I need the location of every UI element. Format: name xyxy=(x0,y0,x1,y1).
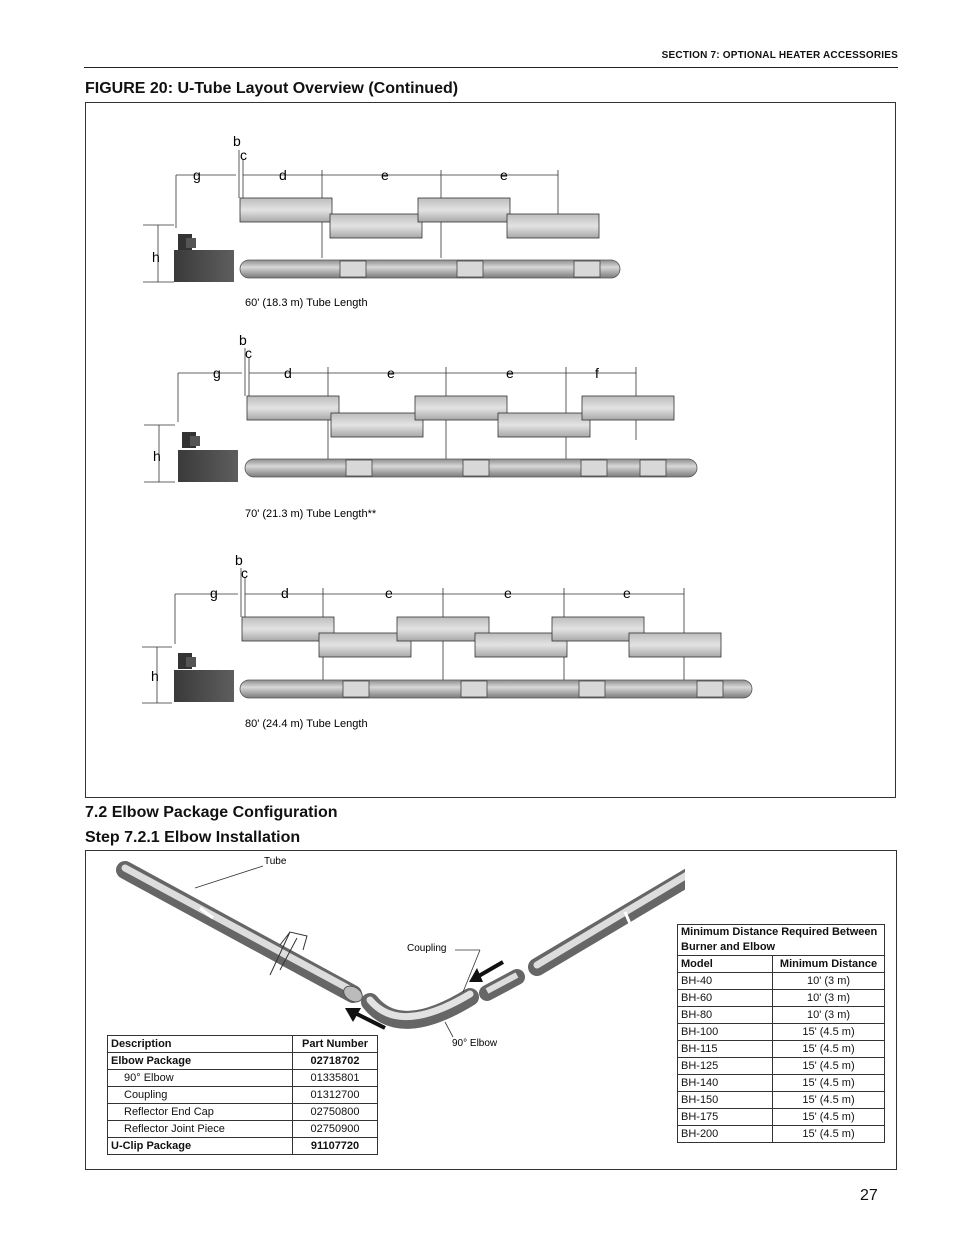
dim-label-c: c xyxy=(245,345,252,361)
table-row xyxy=(678,1041,885,1058)
dim-label-h: h xyxy=(153,448,161,464)
table-cell: BH-115 xyxy=(678,1041,773,1058)
dim-label-b: b xyxy=(239,332,247,348)
table-cell: BH-150 xyxy=(678,1092,773,1109)
dim-label-g: g xyxy=(210,585,218,601)
table-row xyxy=(678,973,885,990)
table-cell: Reflector Joint Piece xyxy=(108,1121,293,1138)
table-cell: U-Clip Package xyxy=(108,1138,293,1155)
table-row xyxy=(108,1104,378,1121)
table-row xyxy=(108,1070,378,1087)
elbow-illustration-part xyxy=(370,994,470,1020)
table-cell: 91107720 xyxy=(293,1138,378,1155)
table-cell: Coupling xyxy=(108,1087,293,1104)
label xyxy=(678,925,885,956)
table-cell: BH-80 xyxy=(678,1007,773,1024)
tube-length-caption: 70' (21.3 m) Tube Length** xyxy=(245,508,377,520)
elbow-label: 90° Elbow xyxy=(452,1038,498,1049)
dim-label-e: e xyxy=(504,585,512,601)
dim-label-b: b xyxy=(235,552,243,568)
page-number: 27 xyxy=(860,1187,878,1204)
table-cell: 02718702 xyxy=(293,1053,378,1070)
table-row xyxy=(678,1007,885,1024)
table-row xyxy=(678,1126,885,1143)
table-header: Model xyxy=(678,956,773,973)
dim-label-c: c xyxy=(240,147,247,163)
dim-label-f: f xyxy=(595,365,599,381)
table-cell: BH-200 xyxy=(678,1126,773,1143)
table-row xyxy=(678,1109,885,1126)
table-cell: 15' (4.5 m) xyxy=(773,1126,885,1143)
table-row xyxy=(108,1121,378,1138)
tube-length-caption: 80' (24.4 m) Tube Length xyxy=(245,718,368,730)
dim-label-d: d xyxy=(279,167,287,183)
table-cell: 01335801 xyxy=(293,1070,378,1087)
dim-label-h: h xyxy=(151,668,159,684)
table-header: Minimum Distance xyxy=(773,956,885,973)
dim-label-e: e xyxy=(385,585,393,601)
table-row xyxy=(678,1058,885,1075)
dim-label-b: b xyxy=(233,133,241,149)
tube-length-caption: 60' (18.3 m) Tube Length xyxy=(245,297,368,309)
table-cell: BH-100 xyxy=(678,1024,773,1041)
table-cell: 15' (4.5 m) xyxy=(773,1075,885,1092)
table-row xyxy=(678,1092,885,1109)
table-row xyxy=(108,1087,378,1104)
dim-label-e: e xyxy=(387,365,395,381)
table-cell: 10' (3 m) xyxy=(773,990,885,1007)
minimum-distance-table xyxy=(677,924,885,1143)
dim-label-d: d xyxy=(284,365,292,381)
table-cell: 15' (4.5 m) xyxy=(773,1041,885,1058)
dim-label-e: e xyxy=(506,365,514,381)
tube-label: Tube xyxy=(264,856,287,867)
dim-label-e: e xyxy=(623,585,631,601)
table-title: Minimum Distance Required Between Burner and Elbow xyxy=(678,925,885,956)
table-row xyxy=(678,990,885,1007)
label xyxy=(108,1036,378,1053)
table-cell: Elbow Package xyxy=(108,1053,293,1070)
layout-70ft xyxy=(144,332,697,520)
coupling-label: Coupling xyxy=(407,943,447,954)
dim-label-g: g xyxy=(213,365,221,381)
dim-label-c: c xyxy=(241,565,248,581)
layout-80ft xyxy=(142,552,752,730)
dim-label-e: e xyxy=(381,167,389,183)
dim-label-h: h xyxy=(152,249,160,265)
table-cell: 10' (3 m) xyxy=(773,1007,885,1024)
table-row xyxy=(678,1024,885,1041)
table-cell: 15' (4.5 m) xyxy=(773,1109,885,1126)
table-header: Part Number xyxy=(293,1036,378,1053)
table-row xyxy=(108,1053,378,1070)
layout-60ft xyxy=(143,133,620,309)
table-cell: 02750900 xyxy=(293,1121,378,1138)
section-heading: 7.2 Elbow Package Configuration xyxy=(85,804,338,821)
table-cell: 01312700 xyxy=(293,1087,378,1104)
table-row xyxy=(678,1075,885,1092)
figure-title: FIGURE 20: U-Tube Layout Overview (Continued) xyxy=(85,80,459,97)
table-row xyxy=(108,1138,378,1155)
table-cell: 90° Elbow xyxy=(108,1070,293,1087)
label xyxy=(678,956,885,973)
table-cell: 02750800 xyxy=(293,1104,378,1121)
table-header: Description xyxy=(108,1036,293,1053)
table-cell: BH-140 xyxy=(678,1075,773,1092)
step-heading: Step 7.2.1 Elbow Installation xyxy=(85,829,301,846)
parts-table xyxy=(107,1035,378,1155)
coupling-illustration xyxy=(487,975,517,993)
dim-label-g: g xyxy=(193,167,201,183)
table-cell: BH-175 xyxy=(678,1109,773,1126)
section-header: SECTION 7: OPTIONAL HEATER ACCESSORIES xyxy=(661,50,898,61)
tube-illustration xyxy=(125,868,365,1005)
table-cell: BH-125 xyxy=(678,1058,773,1075)
table-cell: 15' (4.5 m) xyxy=(773,1058,885,1075)
table-cell: 15' (4.5 m) xyxy=(773,1092,885,1109)
table-cell: 15' (4.5 m) xyxy=(773,1024,885,1041)
table-cell: BH-60 xyxy=(678,990,773,1007)
table-cell: 10' (3 m) xyxy=(773,973,885,990)
dim-label-e: e xyxy=(500,167,508,183)
table-cell: BH-40 xyxy=(678,973,773,990)
dim-label-d: d xyxy=(281,585,289,601)
table-cell: Reflector End Cap xyxy=(108,1104,293,1121)
elbow-illustration xyxy=(85,850,685,1060)
